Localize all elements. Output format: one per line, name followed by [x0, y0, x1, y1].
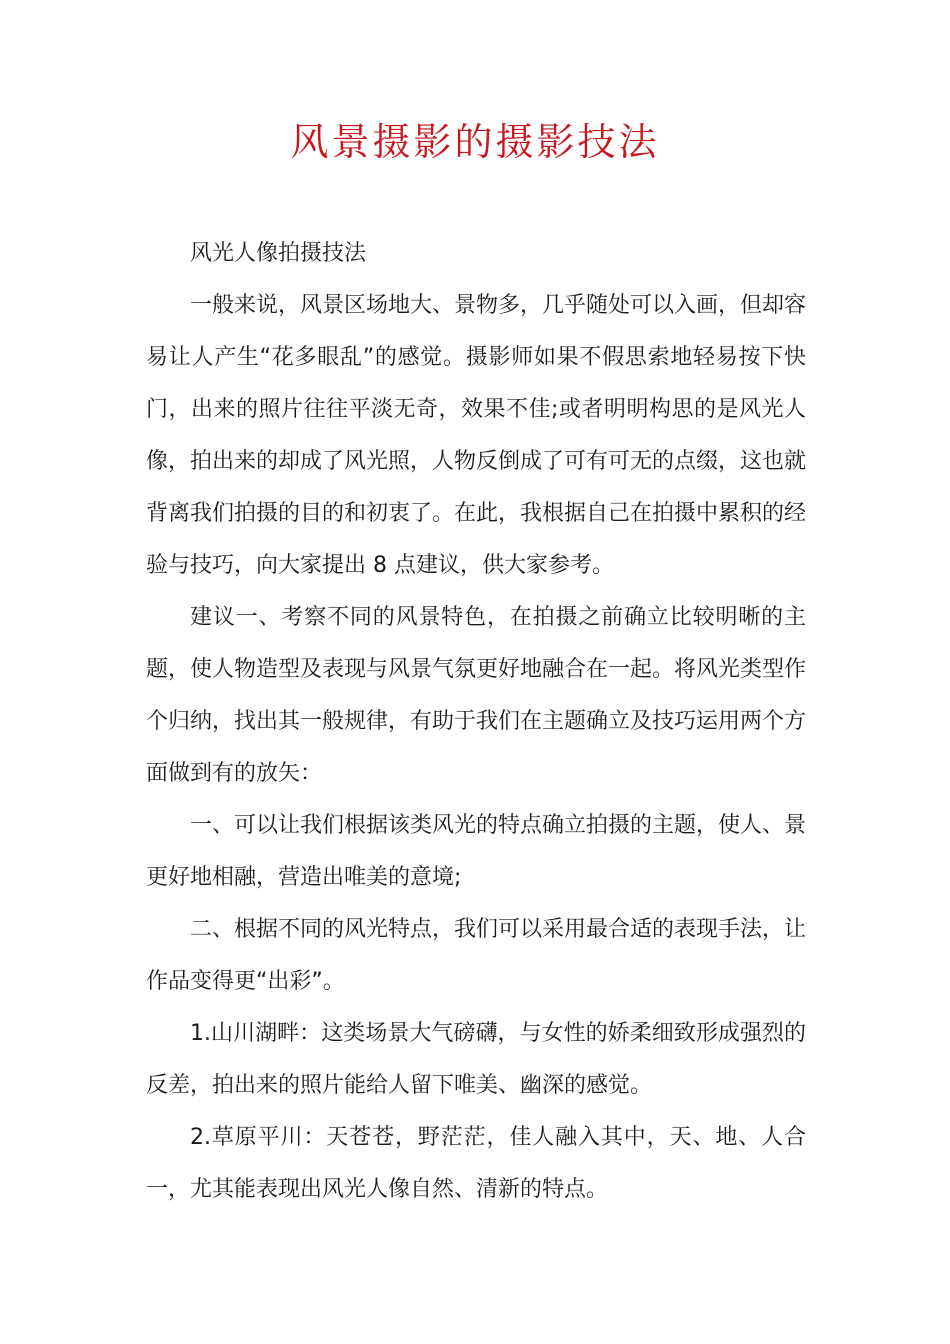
paragraph: 一般来说，风景区场地大、景物多，几乎随处可以入画，但却容易让人产生“花多眼乱”的感觉。摄影师如果不假思索地轻易按下快门，出来的照片往往平淡无奇，效果不佳;或者明明构思的是风光人像，拍出来的却成了风光照，人物反倒成了可有可无的点缀，这也就背离我们拍摄的目的和初衷了。在此，我根据自己在拍摄中累积的经验与技巧，向大家提出 8 点建议，供大家参考。 — [146, 293, 807, 578]
paragraph: 二、根据不同的风光特点，我们可以采用最合适的表现手法，让作品变得更“出彩”。 — [146, 917, 807, 994]
document-body — [146, 228, 806, 1216]
paragraph: 1.山川湖畔：这类场景大气磅礴，与女性的娇柔细致形成强烈的反差，拍出来的照片能给人留下唯美、幽深的感觉。 — [146, 1021, 806, 1098]
paragraph: 建议一、考察不同的风景特色，在拍摄之前确立比较明晰的主题，使人物造型及表现与风景气氛更好地融合在一起。将风光类型作个归纳，找出其一般规律，有助于我们在主题确立及技巧运用两个方面做到有的放矢： — [146, 605, 807, 786]
paragraph: 2.草原平川：天苍苍，野茫茫，佳人融入其中，天、地、人合一，尤其能表现出风光人像自然、清新的特点。 — [146, 1125, 806, 1202]
section-heading: 风光人像拍摄技法 — [190, 241, 367, 266]
paragraph: 一、可以让我们根据该类风光的特点确立拍摄的主题，使人、景更好地相融，营造出唯美的意境; — [146, 813, 807, 890]
document-title: 风景摄影的摄影技法 — [290, 120, 660, 164]
